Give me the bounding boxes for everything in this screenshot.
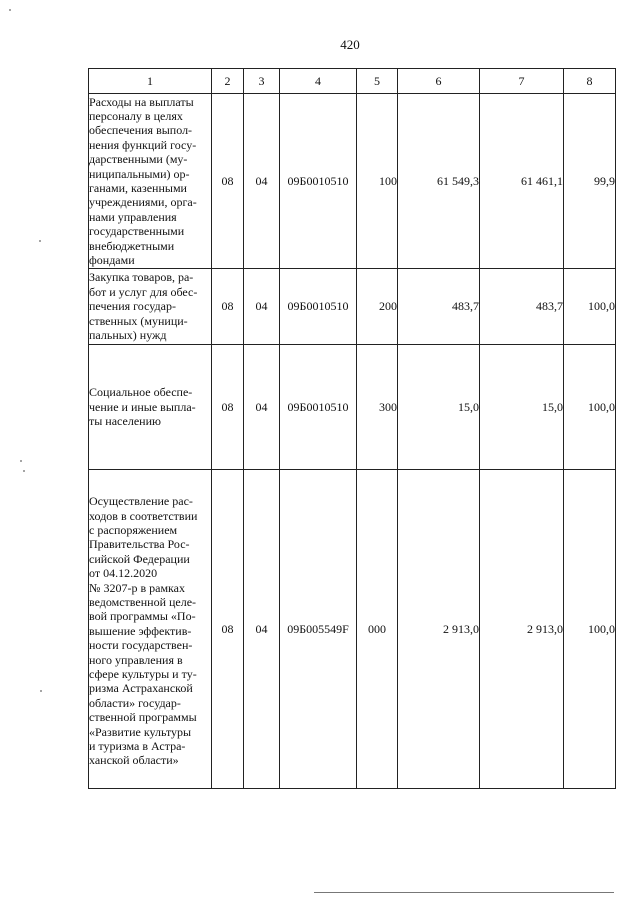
- execution-percent-cell: 99,9: [564, 94, 616, 269]
- section-cell: 08: [212, 345, 244, 470]
- subsection-cell: 04: [244, 470, 280, 789]
- execution-percent-cell: 100,0: [564, 345, 616, 470]
- expense-name-cell: Расходы на выплаты персоналу в целях обеспечения выпол- нения функций госу- дарственными (му- ниципальными) ор- ганами, казенными учреждениями, орга- нами управления государственными внебюджетными фондами: [89, 94, 212, 269]
- section-cell: 08: [212, 94, 244, 269]
- planned-amount-cell: 2 913,0: [398, 470, 480, 789]
- column-header: 3: [244, 69, 280, 94]
- actual-amount-cell: 61 461,1: [480, 94, 564, 269]
- page-number: 420: [340, 37, 360, 52]
- section-cell: 08: [212, 269, 244, 345]
- target-article-cell: 09Б0010510: [280, 94, 357, 269]
- subsection-cell: 04: [244, 269, 280, 345]
- expense-type-cell: 100: [357, 94, 398, 269]
- execution-percent-cell: 100,0: [564, 470, 616, 789]
- expense-name-cell: Социальное обеспе- чение и иные выпла- ты населению: [89, 345, 212, 470]
- expense-type-cell: 300: [357, 345, 398, 470]
- actual-amount-cell: 483,7: [480, 269, 564, 345]
- scan-speck: [40, 690, 42, 692]
- column-header: 5: [357, 69, 398, 94]
- target-article-cell: 09Б0010510: [280, 269, 357, 345]
- target-article-cell: 09Б0010510: [280, 345, 357, 470]
- scan-speck: [39, 240, 41, 242]
- subsection-cell: 04: [244, 345, 280, 470]
- bottom-rule: [314, 892, 614, 893]
- actual-amount-cell: 2 913,0: [480, 470, 564, 789]
- budget-table: [88, 68, 616, 789]
- column-header: 1: [89, 69, 212, 94]
- table-row: [89, 345, 616, 470]
- expense-type-cell: 200: [357, 269, 398, 345]
- header-row: [89, 69, 616, 94]
- column-header: 6: [398, 69, 480, 94]
- scan-speck: [23, 470, 25, 472]
- actual-amount-cell: 15,0: [480, 345, 564, 470]
- scan-speck: [9, 9, 11, 11]
- column-header: 4: [280, 69, 357, 94]
- section-cell: 08: [212, 470, 244, 789]
- scan-speck: [20, 460, 22, 462]
- target-article-cell: 09Б005549F: [280, 470, 357, 789]
- column-header: 7: [480, 69, 564, 94]
- column-header: 2: [212, 69, 244, 94]
- subsection-cell: 04: [244, 94, 280, 269]
- table-row: [89, 269, 616, 345]
- column-header: 8: [564, 69, 616, 94]
- execution-percent-cell: 100,0: [564, 269, 616, 345]
- expense-type-cell: 000: [357, 470, 398, 789]
- planned-amount-cell: 61 549,3: [398, 94, 480, 269]
- table-row: [89, 94, 616, 269]
- expense-name-cell: Осуществление рас- ходов в соответствии с распоряжением Правительства Рос- сийской Федерации от 04.12.2020 № 3207-р в рамках ведомственной целе- вой программы «По- вышение эффектив- ности государствен- ного управления в сфере культуры и ту- ризма Астраханской области» государ- ственной программы «Развитие культуры и туризма в Астра- ханской области»: [89, 470, 212, 789]
- expense-name-cell: Закупка товаров, ра- бот и услуг для обес- печения государ- ственных (муници- пальных) нужд: [89, 269, 212, 345]
- planned-amount-cell: 483,7: [398, 269, 480, 345]
- planned-amount-cell: 15,0: [398, 345, 480, 470]
- table-row: [89, 470, 616, 789]
